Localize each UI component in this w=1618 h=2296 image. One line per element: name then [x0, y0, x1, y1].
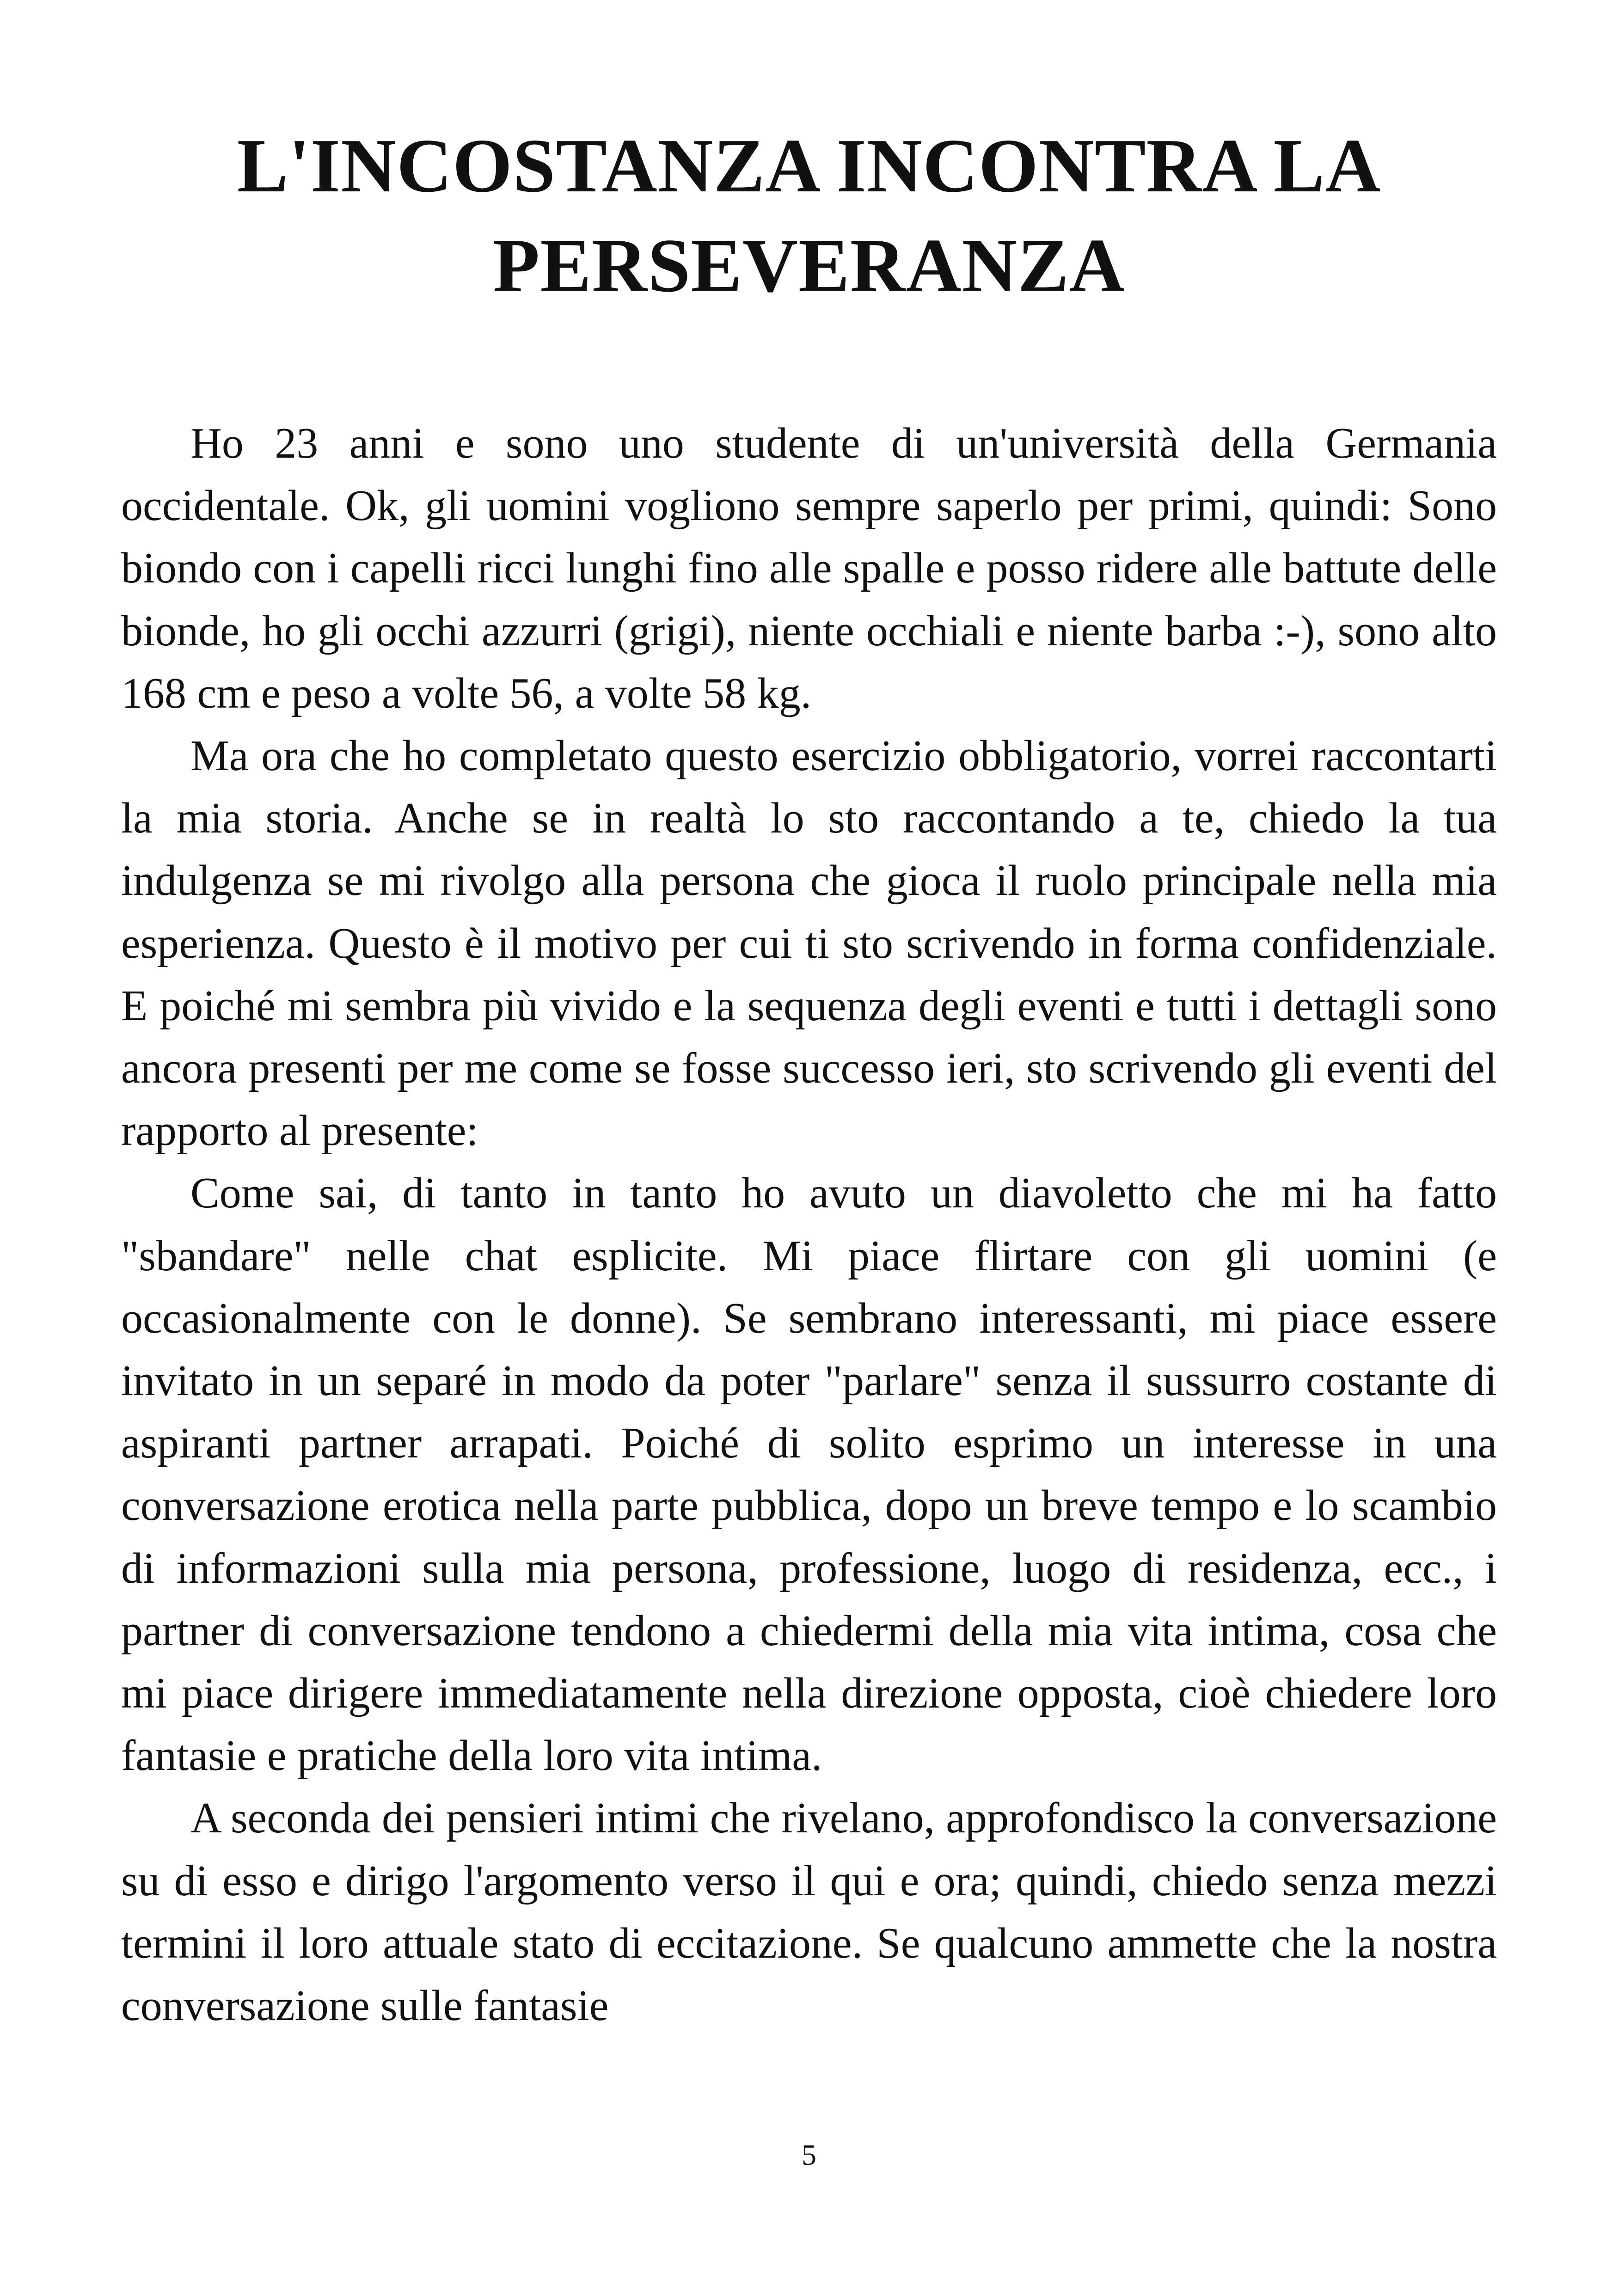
chapter-title-line-1: L'INCOSTANZA INCONTRA LA — [237, 123, 1381, 208]
paragraph-1: Ho 23 anni e sono uno studente di un'università della Germania occidentale. Ok, gli uomini vogliono sempre saperlo per primi, quindi: Sono biondo con i capelli ricci lunghi fino alle spalle e posso ridere alle battute delle bionde, ho gli occhi azzurri (grigi), niente occhiali e niente barba :-), sono alto 168 cm e peso a volte 56, a volte 58 kg. — [121, 419, 1497, 717]
chapter-title-line-2: PERSEVERANZA — [493, 223, 1125, 308]
paragraph-4: A seconda dei pensieri intimi che rivelano, approfondisco la conversazione su di esso e dirigo l'argomento verso il qui e ora; quindi, chiedo senza mezzi termini il loro attuale stato di eccitazione. Se qualcuno ammette che la nostra conversazione sulle fantasie — [121, 1794, 1497, 2030]
paragraph-3: Come sai, di tanto in tanto ho avuto un diavoletto che mi ha fatto "sbandare" nelle chat esplicite. Mi piace flirtare con gli uomini (e occasionalmente con le donne). Se sembrano interessanti, mi piace essere invitato in un separé in modo da poter "parlare" senza il sussurro costante di aspiranti partner arrapati. Poiché di solito esprimo un interesse in una conversazione erotica nella parte pubblica, dopo un breve tempo e lo scambio di informazioni sulla mia persona, professione, luogo di residenza, ecc., i partner di conversazione tendono a chiedermi della mia vita intima, cosa che mi piace dirigere immediatamente nella direzione opposta, cioè chiedere loro fantasie e pratiche della loro vita intima. — [121, 1169, 1497, 1780]
body-text — [121, 412, 1497, 2037]
page-number: 5 — [802, 2138, 816, 2171]
chapter-title — [120, 116, 1498, 315]
paragraph-2: Ma ora che ho completato questo esercizio obbligatorio, vorrei raccontarti la mia storia. Anche se in realtà lo sto raccontando a te, chiedo la tua indulgenza se mi rivolgo alla persona che gioca il ruolo principale nella mia esperienza. Questo è il motivo per cui ti sto scrivendo in forma confidenziale. E poiché mi sembra più vivido e la sequenza degli eventi e tutti i dettagli sono ancora presenti per me come se fosse successo ieri, sto scrivendo gli eventi del rapporto al presente: — [121, 732, 1497, 1155]
